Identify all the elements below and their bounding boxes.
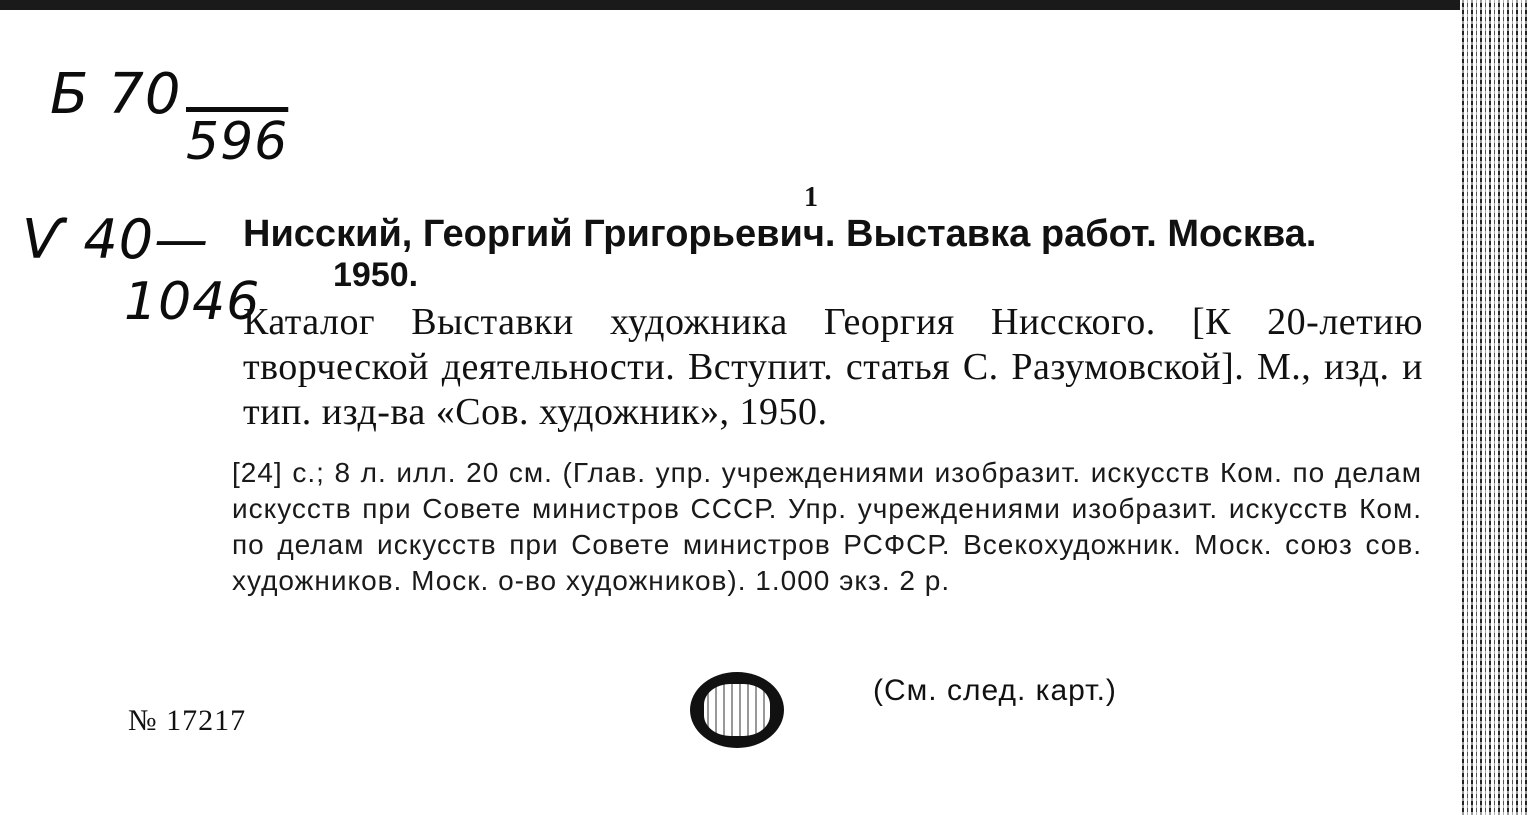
handwritten-classification-code: Ѵ 40— — [22, 208, 210, 271]
entry-heading: Нисский, Георгий Григорьевич. Выставка работ. Москва. — [243, 213, 1317, 255]
handwritten-classification-code-sub: 1046 — [124, 272, 261, 332]
card-sequence-number: 1 — [804, 182, 818, 213]
card-right-edge-strip — [1462, 0, 1530, 815]
punch-hole-inner — [704, 684, 770, 736]
catalog-number: № 17217 — [128, 704, 247, 737]
entry-description: Каталог Выставки художника Георгия Нисского. [К 20-летию творческой деятельности. Вступит. статья С. Разумовской]. М., изд. и тип. изд-ва «Сов. художник», 1950. — [243, 301, 1423, 433]
entry-physical-notes: [24] с.; 8 л. илл. 20 см. (Глав. упр. учреждениями изобразит. искусств Ком. по делам искусств при Совете министров СССР. Упр. учреждениями изобразит. искусств Ком. по делам искусств при Совете министров РСФСР. Всекохудожник. Моск. союз сов. художников. Моск. о-во художников). 1.000 экз. 2 р. — [232, 457, 1422, 596]
see-next-card-note: (См. след. карт.) — [873, 674, 1117, 707]
entry-heading-year: 1950. — [333, 256, 419, 294]
card-top-edge — [0, 0, 1460, 10]
handwritten-shelf-code-sub: 596 — [186, 112, 289, 172]
punch-hole-icon — [690, 672, 784, 748]
handwritten-shelf-code: Б 70 — [50, 62, 182, 127]
